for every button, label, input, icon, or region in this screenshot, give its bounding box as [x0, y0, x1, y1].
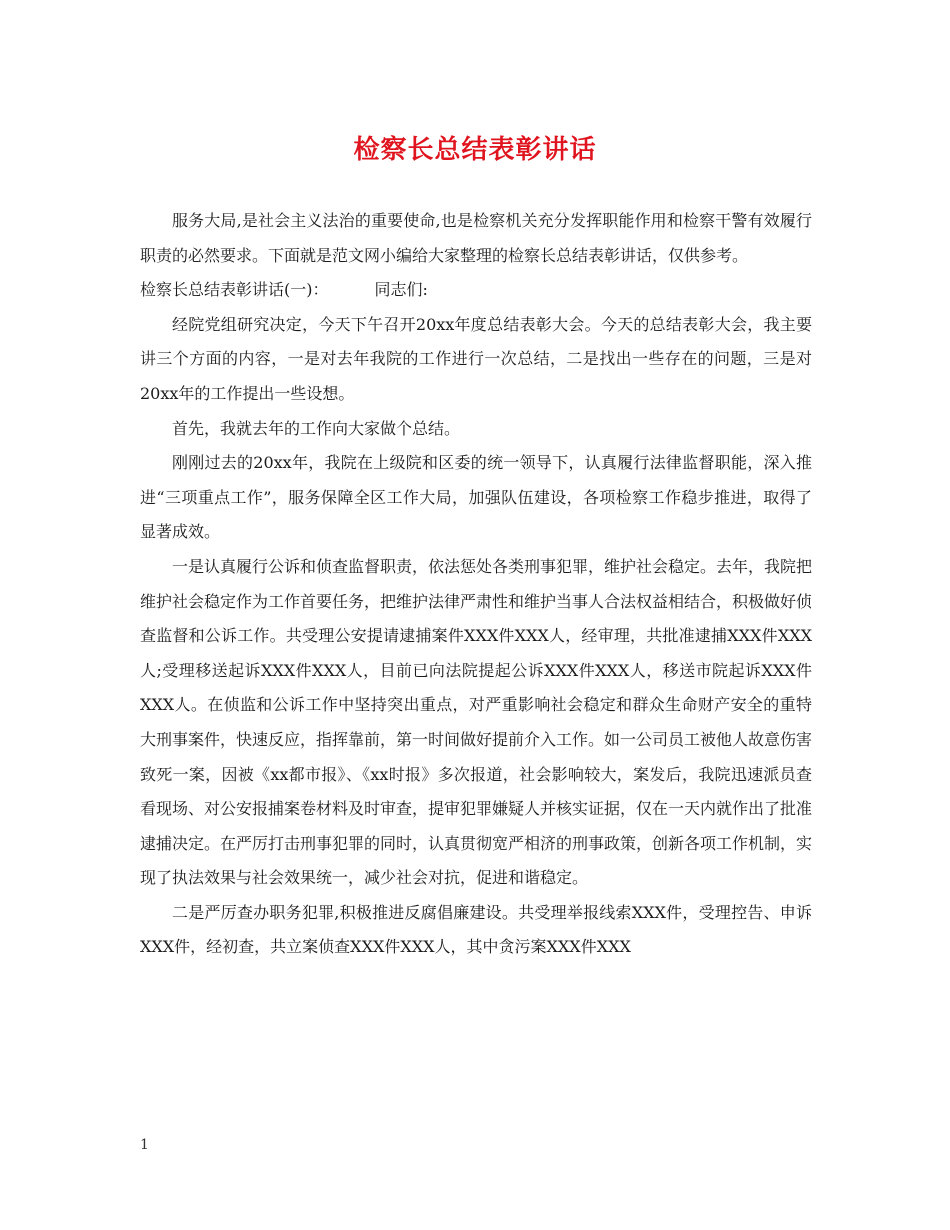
paragraph-2: 首先，我就去年的工作向大家做个总结。 — [172, 418, 461, 438]
paragraph-1: 经院党组研究决定，今天下午召开20xx年度总结表彰大会。今天的总结表彰大会，我主要讲三个方面的内容，一是对去年我院的工作进行一次总结，二是找出一些存在的问题，三是对20xx年的工作提出一些设想。 — [140, 314, 812, 403]
page-number: 1 — [140, 1137, 149, 1153]
paragraph-4: 一是认真履行公诉和侦查监督职责，依法惩处各类刑事犯罪，维护社会稳定。去年，我院把维护社会稳定作为工作首要任务，把维护法律严肃性和维护当事人合法权益相结合，积极做好侦查监督和公诉工作。共受理公安提请逮捕案件XXX件XXX人，经审理，共批准逮捕XXX件XXX人;受理移送起诉XXX件XXX人，目前已向法院提起公诉XXX件XXX人，移送市院起诉XXX件XXX人。在侦监和公诉工作中坚持突出重点，对严重影响社会稳定和群众生命财产安全的重特大刑事案件，快速反应，指挥靠前，第一时间做好提前介入工作。如一公司员工被他人故意伤害致死一案，因被《xx都市报》、《xx时报》多次报道，社会影响较大，案发后，我院迅速派员查看现场、对公安报捕案卷材料及时审查，提审犯罪嫌疑人并核实证据，仅在一天内就作出了批准逮捕决定。在严厉打击刑事犯罪的同时，认真贯彻宽严相济的刑事政策，创新各项工作机制，实现了执法效果与社会效果统一，减少社会对抗，促进和谐稳定。 — [140, 556, 813, 888]
section-heading — [140, 273, 812, 308]
salutation: 同志们: — [374, 280, 428, 300]
paragraph-5: 二是严厉查办职务犯罪,积极推进反腐倡廉建设。共受理举报线索XXX件，受理控告、申诉XXX件，经初查，共立案侦查XXX件XXX人，其中贪污案XXX件XXX — [140, 902, 812, 957]
paragraph-3: 刚刚过去的20xx年，我院在上级院和区委的统一领导下，认真履行法律监督职能，深入推进“三项重点工作”，服务保障全区工作大局，加强队伍建设，各项检察工作稳步推进，取得了显著成效。 — [140, 453, 812, 542]
section-heading-title: 检察长总结表彰讲话(一)： — [140, 280, 329, 300]
document-title: 检察长总结表彰讲话 — [353, 135, 597, 165]
intro-paragraph: 服务大局,是社会主义法治的重要使命,也是检察机关充分发挥职能作用和检察干警有效履行职责的必然要求。下面就是范文网小编给大家整理的检察长总结表彰讲话，仅供参考。 — [140, 211, 812, 265]
document-body — [140, 204, 812, 965]
